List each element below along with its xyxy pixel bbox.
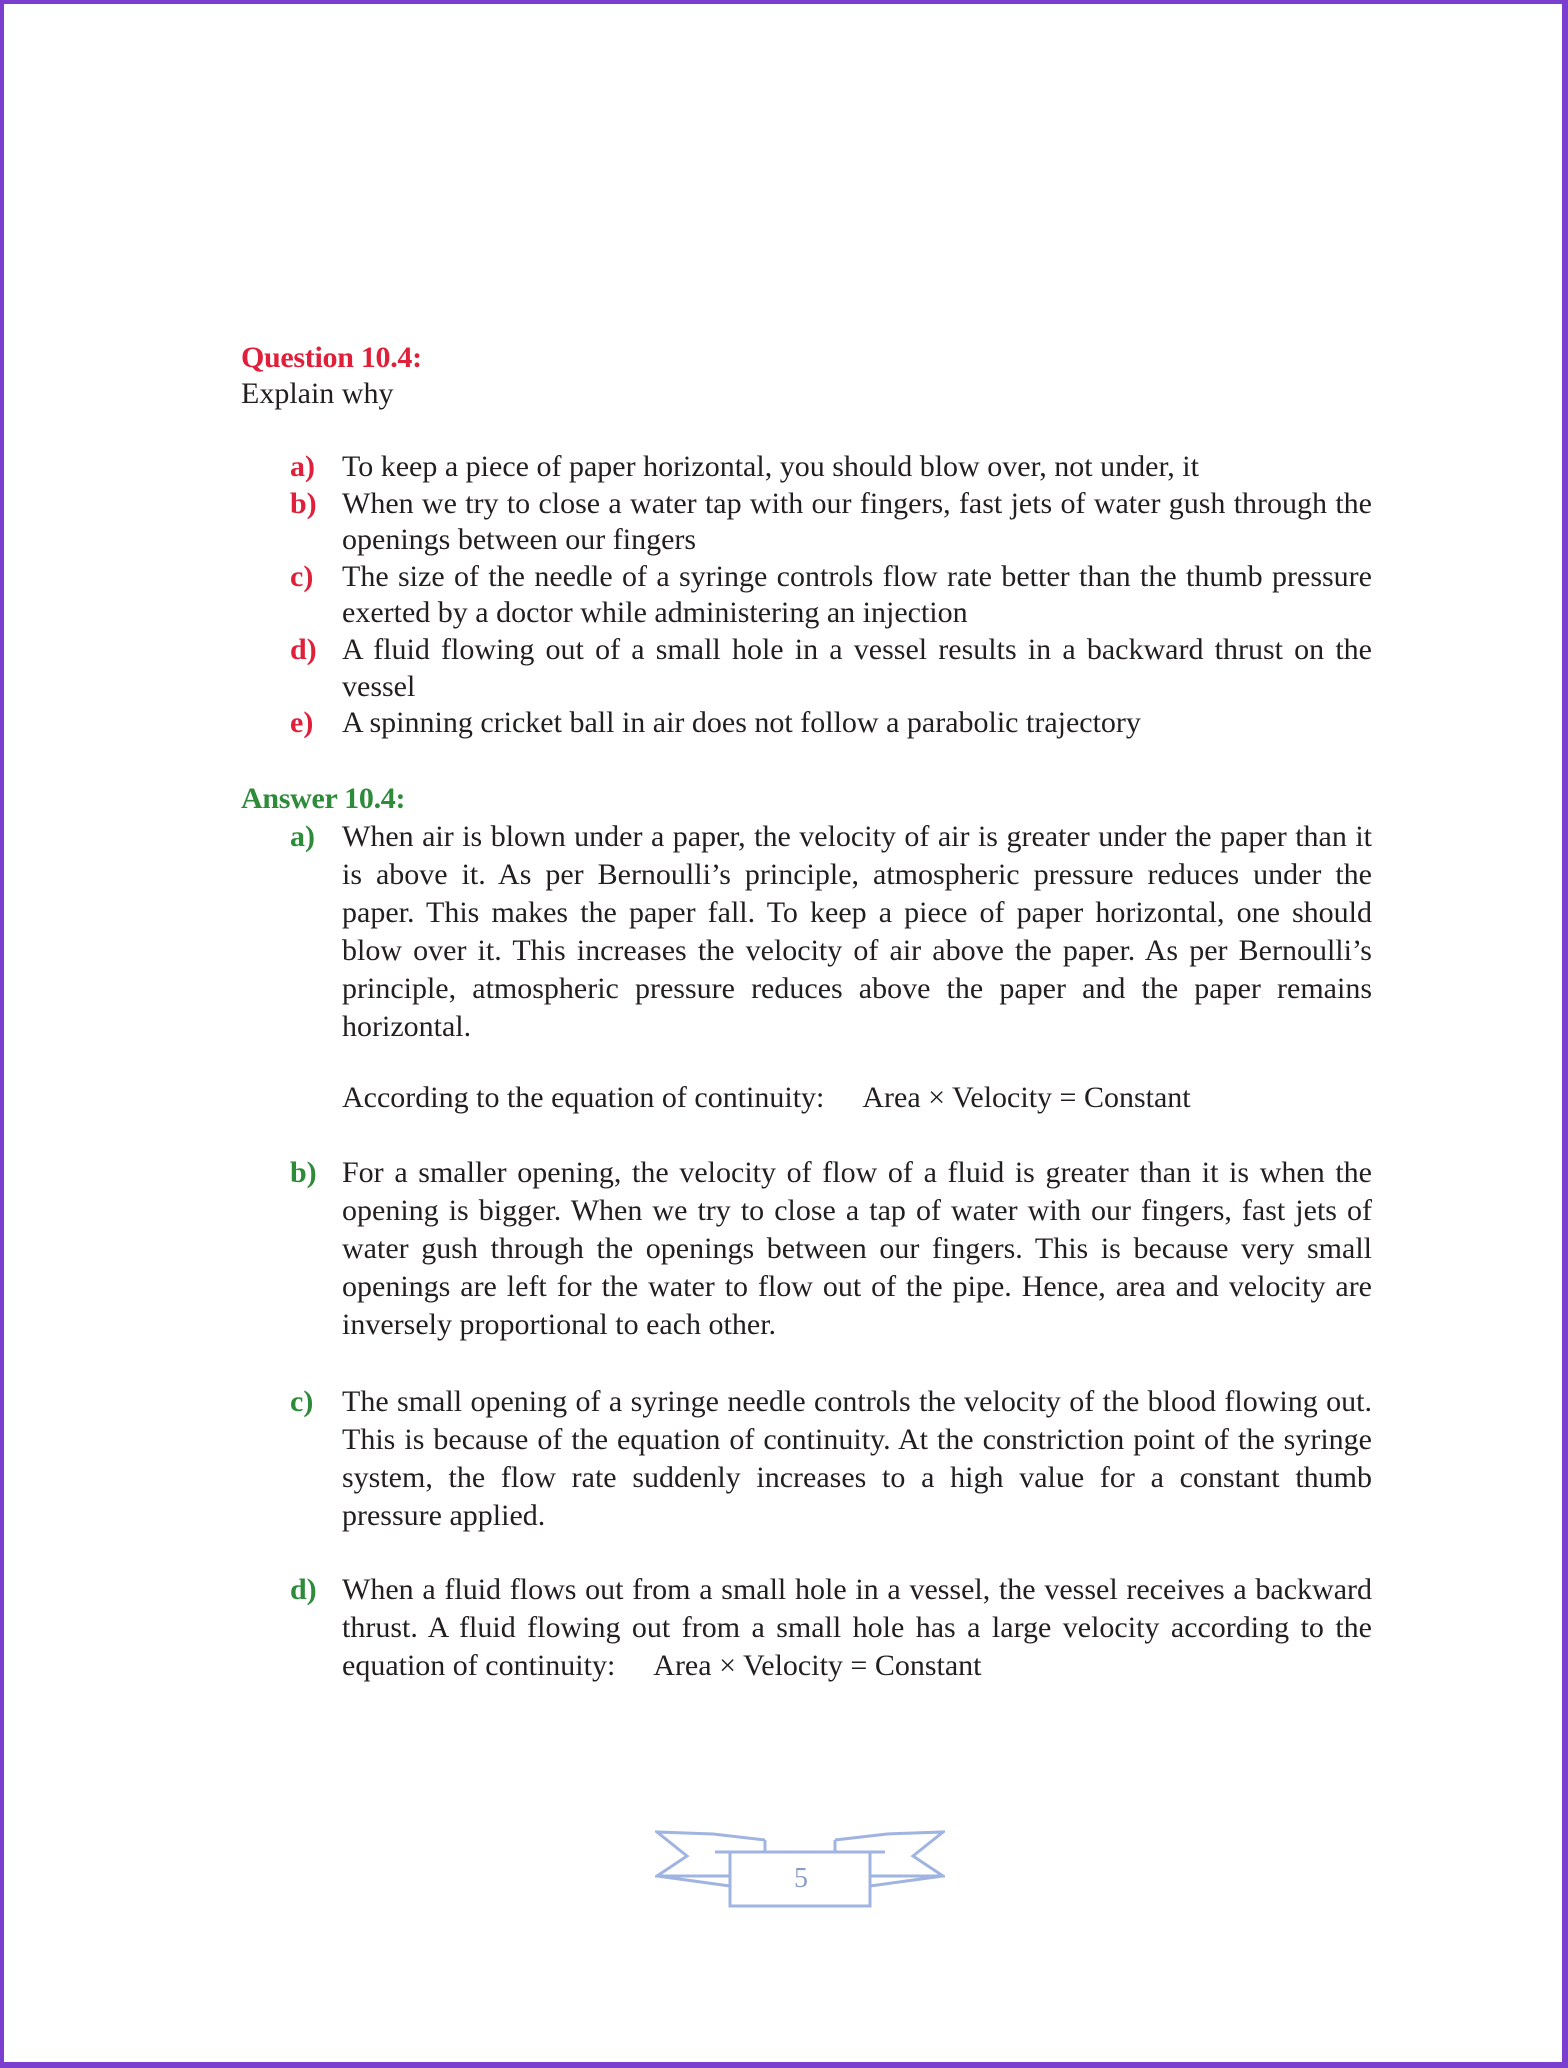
item-label: d)	[290, 1573, 317, 1606]
continuity-equation: Area × Velocity = Constant	[653, 1649, 982, 1682]
answer-item-b	[290, 1154, 1372, 1344]
question-list	[290, 449, 1372, 742]
continuity-prefix: According to the equation of continuity:	[342, 1081, 825, 1114]
item-label: d)	[290, 632, 317, 666]
item-text: The size of the needle of a syringe controls flow rate better than the thumb pressure exerted by a doctor while administering an injection	[342, 559, 1372, 630]
question-item-b	[290, 486, 1372, 559]
item-text: For a smaller opening, the velocity of flow of a fluid is greater than it is when the opening is bigger. When we try to close a tap of water with our fingers, fast jets of water gush through the openings between our fingers. This is because very small openings are left for the water to flow out of the pipe. Hence, area and velocity are inversely proportional to each other.	[342, 1156, 1372, 1341]
page-number: 5	[794, 1863, 808, 1894]
item-text: The small opening of a syringe needle controls the velocity of the blood flowing out. This is because of the equation of continuity. At the constriction point of the syringe system, the flow rate suddenly increases to a high value for a constant thumb pressure applied.	[342, 1385, 1372, 1532]
item-text: A fluid flowing out of a small hole in a vessel results in a backward thrust on the vessel	[342, 632, 1372, 703]
item-label: a)	[290, 820, 315, 853]
item-text: When we try to close a water tap with our fingers, fast jets of water gush through the openings between our fingers	[342, 486, 1372, 557]
item-label: c)	[290, 1385, 314, 1418]
answer-heading: Answer 10.4:	[241, 782, 406, 815]
item-label: b)	[290, 1156, 317, 1189]
answer-item-a	[290, 818, 1372, 1046]
answer-item-c	[290, 1383, 1372, 1535]
continuity-equation-line	[342, 1080, 1191, 1116]
question-intro: Explain why	[241, 377, 394, 410]
question-item-e	[290, 705, 1372, 742]
question-heading: Question 10.4:	[241, 341, 422, 374]
question-item-a	[290, 449, 1372, 486]
question-item-d	[290, 632, 1372, 705]
item-label: e)	[290, 706, 314, 740]
item-label: c)	[290, 559, 314, 593]
item-text: To keep a piece of paper horizontal, you should blow over, not under, it	[342, 450, 1199, 483]
item-text: When a fluid flows out from a small hole in a vessel, the vessel receives a backward thrust. A fluid flowing out from a small hole has a large velocity according to the equation of continuity:	[342, 1573, 1372, 1682]
item-label: a)	[290, 450, 315, 483]
item-text: A spinning cricket ball in air does not follow a parabolic trajectory	[342, 706, 1141, 740]
item-label: b)	[290, 486, 317, 520]
continuity-equation: Area × Velocity = Constant	[862, 1081, 1191, 1114]
answer-item-d	[290, 1571, 1372, 1685]
item-text: When air is blown under a paper, the velocity of air is greater under the paper than it is above it. As per Bernoulli’s principle, atmospheric pressure reduces under the paper. This makes the paper fall. To keep a piece of paper horizontal, one should blow over it. This increases the velocity of air above the paper. As per Bernoulli’s principle, atmospheric pressure reduces above the paper and the paper remains horizontal.	[342, 820, 1372, 1043]
question-item-c	[290, 559, 1372, 632]
